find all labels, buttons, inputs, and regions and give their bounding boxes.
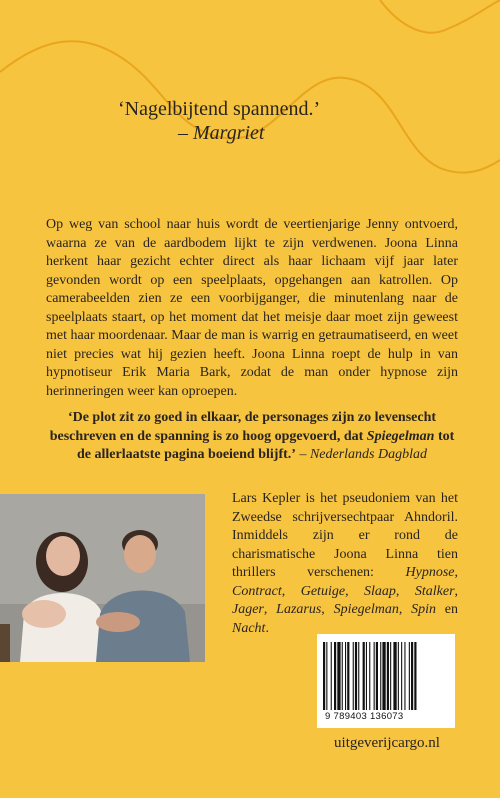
barcode-bar [347,642,349,710]
barcode-bar [358,642,359,710]
barcode-bar [337,642,340,710]
isbn-number: 9 789403 136073 [325,711,404,722]
bio-separator: , [454,583,459,599]
barcode-bar [353,642,354,710]
review-book-title: Spiegelman [366,428,435,444]
barcode-bar [393,642,396,710]
barcode-bar [326,642,327,710]
barcode-bar [345,642,346,710]
barcode-bar [366,642,367,710]
bio-separator: , [345,583,365,599]
author-bio [232,490,458,638]
author-photo [0,494,205,662]
barcode-bar [369,642,370,710]
quote-source-name: Margriet [193,122,265,144]
barcode [323,642,449,710]
bio-title: Slaap [364,583,396,599]
bio-title: Jager [232,602,264,617]
top-quote [118,97,418,145]
barcode-bar [334,642,336,710]
review-quote [46,409,458,465]
quote-dash: – [178,122,193,144]
review-dash: – [295,447,310,462]
barcode-bar [376,642,378,710]
barcode-panel [317,634,455,728]
review-source: Nederlands Dagblad [309,447,427,462]
barcode-bar [355,642,357,710]
barcode-bar [331,642,332,710]
barcode-bar [374,642,375,710]
barcode-bar [380,642,381,710]
publisher-website: uitgeverijcargo.nl [334,735,440,751]
bio-separator: , [281,583,301,599]
review-part-2: tot de allerlaatste pagina boeiend blijft.’ [77,428,455,462]
bio-title: Lazarus [276,602,322,617]
barcode-bar [401,642,402,710]
quote-text: ‘Nagelbijtend spannend.’ [118,98,321,120]
bio-title: Hypnose [405,565,455,580]
bio-title: Contract [232,583,282,599]
book-blurb: Op weg van school naar huis wordt de veertienjarige Jenny ontvoerd, waarna ze van de aardbodem lijkt te zijn verdwenen. Joona Linna herkent haar gezicht echter direct als haar lichaam vijf jaar later gevonden wordt op een speelplaats, opgehangen aan katrollen. Op camerabeelden zien ze een voorbijganger, die minutenlang naar de speelplaats staart, op het moment dat het meisje daar moet zijn geweest met haar moordenaar. Maar de man is warrig en getraumatiseerd, en weet niet precies wat hij gezien heeft. Joona Linna roept de hulp in van hypnotiseur Erik Maria Bark, zodat de man onder hypnose zijn herinneringen weer kan oproepen. [46,217,458,399]
barcode-bar [342,642,343,710]
bio-title: Stalker [414,583,455,599]
bio-separator: , [321,602,334,617]
review-part-1: ‘De plot zit zo goed in elkaar, de personages zijn zo levensecht beschreven en de spanning is zo hoog opgevoerd, dat [49,410,437,444]
bio-title: Nacht [232,620,266,636]
bio-separator: , [398,602,412,617]
bio-separator: , [263,602,277,617]
quote-source [178,121,418,145]
bio-and: en [436,602,459,617]
barcode-bar [363,642,365,710]
bio-end: . [265,620,269,636]
bio-separator: , [395,583,415,599]
bio-intro: Lars Kepler is het pseudoniem van het Zweedse schrijversechtpaar Ahndoril. Inmiddels zijn er rond de charismatische Joona Linna tien thrillers verschenen: [232,491,458,580]
barcode-bar [411,642,413,710]
bio-title: Getuige [300,583,346,599]
barcode-bar [398,642,399,710]
barcode-bar [414,642,416,710]
bio-title: Spiegelman [333,602,399,617]
barcode-bar [323,642,325,710]
barcode-bar [382,642,385,710]
barcode-bar [404,642,405,710]
barcode-bar [409,642,410,710]
barcode-bar [390,642,391,710]
bio-title: Spin [411,602,437,617]
barcode-bar [387,642,389,710]
bio-separator: , [454,565,458,580]
